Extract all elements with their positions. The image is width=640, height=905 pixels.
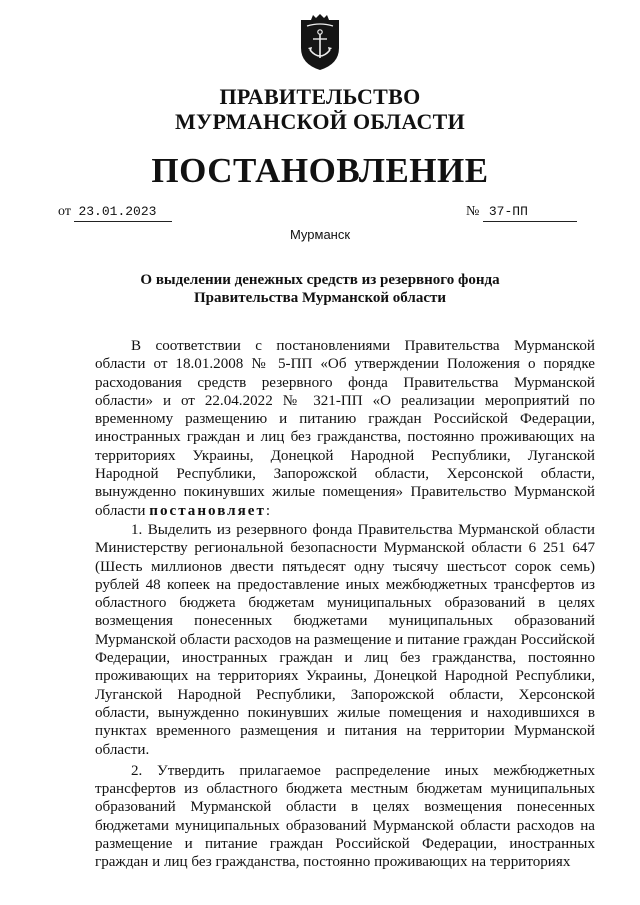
preamble-paragraph <box>95 337 595 520</box>
number-value: 37-ПП <box>483 203 577 222</box>
date-field <box>58 203 172 222</box>
city-name: Мурманск <box>289 227 351 242</box>
number-prefix: № <box>466 204 480 219</box>
number-field <box>466 203 577 222</box>
date-value: 23.01.2023 <box>74 203 172 222</box>
subject-line1: О выделении денежных средств из резервного фонда <box>140 272 500 288</box>
decrees-word: постановляет <box>149 502 266 519</box>
preamble-text: В соответствии с постановлениями Правительства Мурманской области от 18.01.2008 № 5-ПП «Об утверждении Положения о порядке расходования средств резервного фонда Правительства Мурманской области» и от 22.04.2022 № 321-ПП «О реализации мероприятий по временному размещению и питанию граждан Российской Федерации, иностранных граждан и лиц без гражданства, постоянно проживающих на территориях Украины, Донецкой Народной Республики, Луганской Народной Республики, Запорожской области, Херсонской области, вынужденно покинувших жилые помещения» Правительство Мурманской области <box>95 338 595 519</box>
decrees-colon: : <box>265 502 271 519</box>
government-title-line1: ПРАВИТЕЛЬСТВО <box>219 84 421 109</box>
document-body <box>95 337 595 872</box>
coat-of-arms-icon <box>298 14 342 72</box>
item-1-paragraph: 1. Выделить из резервного фонда Правительства Мурманской области Министерству региональной безопасности Мурманской области 6 251 647 (Шесть миллионов двести пятьдесят одну тысячу шестьсот сорок семь) рублей 48 копеек на предоставление иных межбюджетных трансфертов из областного бюджета бюджетам муниципальных образований в целях возмещения понесенных бюджетами муниципальных образований Мурманской области расходов на размещение и питание граждан Российской Федерации, иностранных граждан и лиц без гражданства, постоянно проживающих на территориях Украины, Донецкой Народной Республики, Луганской Народной Республики, Запорожской области, Херсонской области, вынужденно покинувших жилые помещения и находившихся в пунктах временного размещения и питания на территории Мурманской области. <box>95 521 595 758</box>
subject-line2: Правительства Мурманской области <box>193 290 447 306</box>
item-2-paragraph: 2. Утвердить прилагаемое распределение иных межбюджетных трансфертов из областного бюджета местным бюджетам муниципальных образований Мурманской области в целях возмещения понесенных бюджетами муниципальных образований Мурманской области расходов на размещение и питание граждан Российской Федерации, иностранных граждан и лиц без гражданства, постоянно проживающих на территориях <box>95 762 595 871</box>
date-prefix: от <box>58 204 71 219</box>
document-type-title: ПОСТАНОВЛЕНИЕ <box>151 151 489 190</box>
government-title-line2: МУРМАНСКОЙ ОБЛАСТИ <box>174 109 466 134</box>
